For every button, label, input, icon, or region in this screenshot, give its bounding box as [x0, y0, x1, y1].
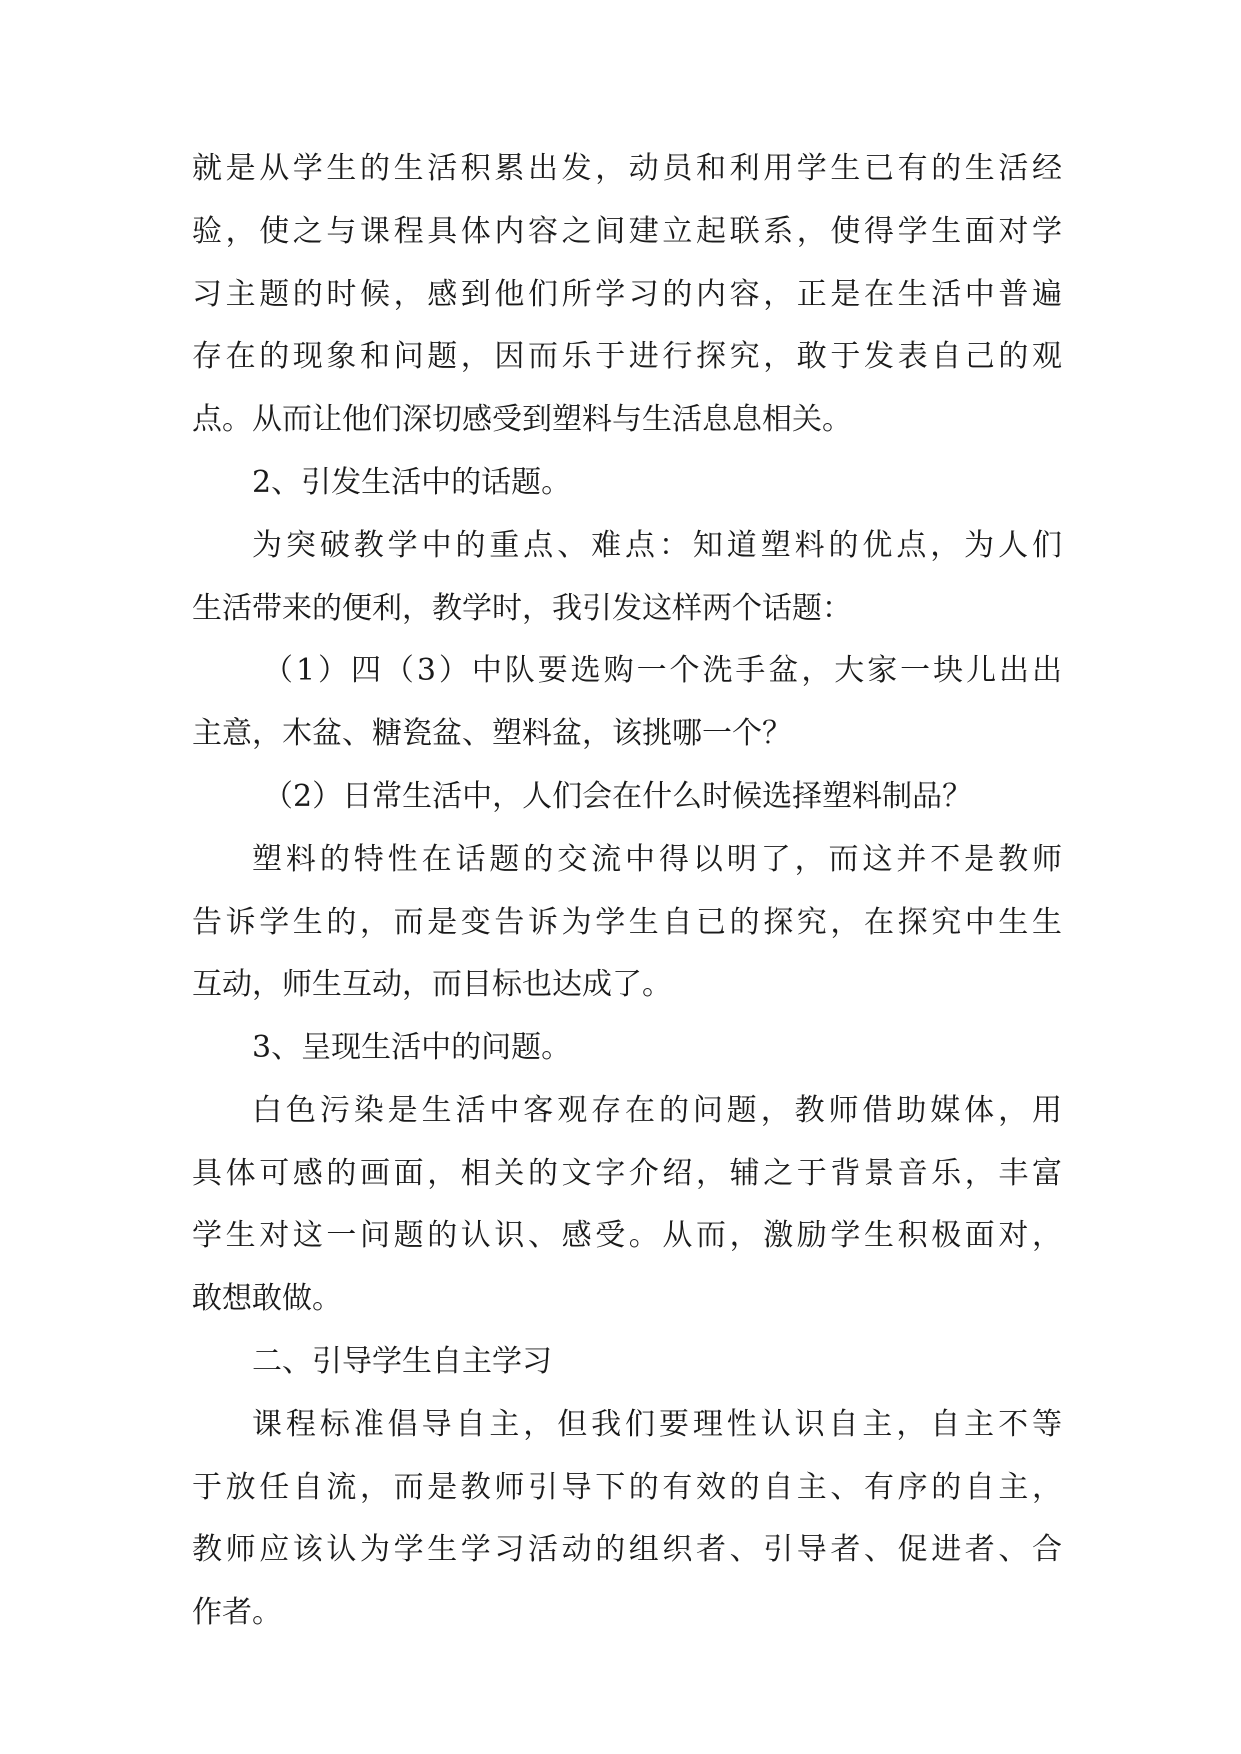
- paragraph-line: 为突破教学中的重点、难点：知道塑料的优点，为人们: [252, 528, 1062, 563]
- paragraph-line: 点。从而让他们深切感受到塑料与生活息息相关。: [192, 402, 852, 437]
- paragraph-line: 学生对这一问题的认识、感受。从而，激励学生积极面对，: [192, 1218, 1062, 1253]
- paragraph-line: 生活带来的便利，教学时，我引发这样两个话题：: [192, 591, 852, 626]
- paragraph-line: 告诉学生的，而是变告诉为学生自已的探究，在探究中生生: [192, 905, 1062, 940]
- section-heading: 2、引发生活中的话题。: [252, 465, 572, 500]
- paragraph-line: 习主题的时候，感到他们所学习的内容，正是在生活中普遍: [192, 277, 1062, 312]
- paragraph-line: 教师应该认为学生学习活动的组织者、引导者、促进者、合: [192, 1532, 1062, 1567]
- section-heading: 3、呈现生活中的问题。: [252, 1030, 572, 1065]
- list-item-line: （1）四（3）中队要选购一个洗手盆，大家一块儿出出: [263, 653, 1062, 688]
- list-item-line: （2）日常生活中，人们会在什么时候选择塑料制品？: [263, 779, 973, 814]
- paragraph-line: 就是从学生的生活积累出发，动员和利用学生已有的生活经: [192, 151, 1062, 186]
- paragraph-line: 塑料的特性在话题的交流中得以明了，而这并不是教师: [252, 842, 1062, 877]
- paragraph-line: 作者。: [192, 1595, 282, 1630]
- paragraph-line: 存在的现象和问题，因而乐于进行探究，敢于发表自己的观: [192, 339, 1062, 374]
- paragraph-line: 白色污染是生活中客观存在的问题，教师借助媒体，用: [252, 1093, 1062, 1128]
- paragraph-line: 互动，师生互动，而目标也达成了。: [192, 967, 672, 1002]
- list-item-line: 主意，木盆、糖瓷盆、塑料盆，该挑哪一个？: [192, 716, 792, 751]
- paragraph-line: 敢想敢做。: [192, 1281, 342, 1316]
- section-heading: 二、引导学生自主学习: [252, 1344, 552, 1379]
- paragraph-line: 课程标准倡导自主，但我们要理性认识自主，自主不等: [252, 1407, 1062, 1442]
- paragraph-line: 于放任自流，而是教师引导下的有效的自主、有序的自主，: [192, 1470, 1062, 1505]
- paragraph-line: 具体可感的画面，相关的文字介绍，辅之于背景音乐，丰富: [192, 1156, 1062, 1191]
- paragraph-line: 验，使之与课程具体内容之间建立起联系，使得学生面对学: [192, 214, 1062, 249]
